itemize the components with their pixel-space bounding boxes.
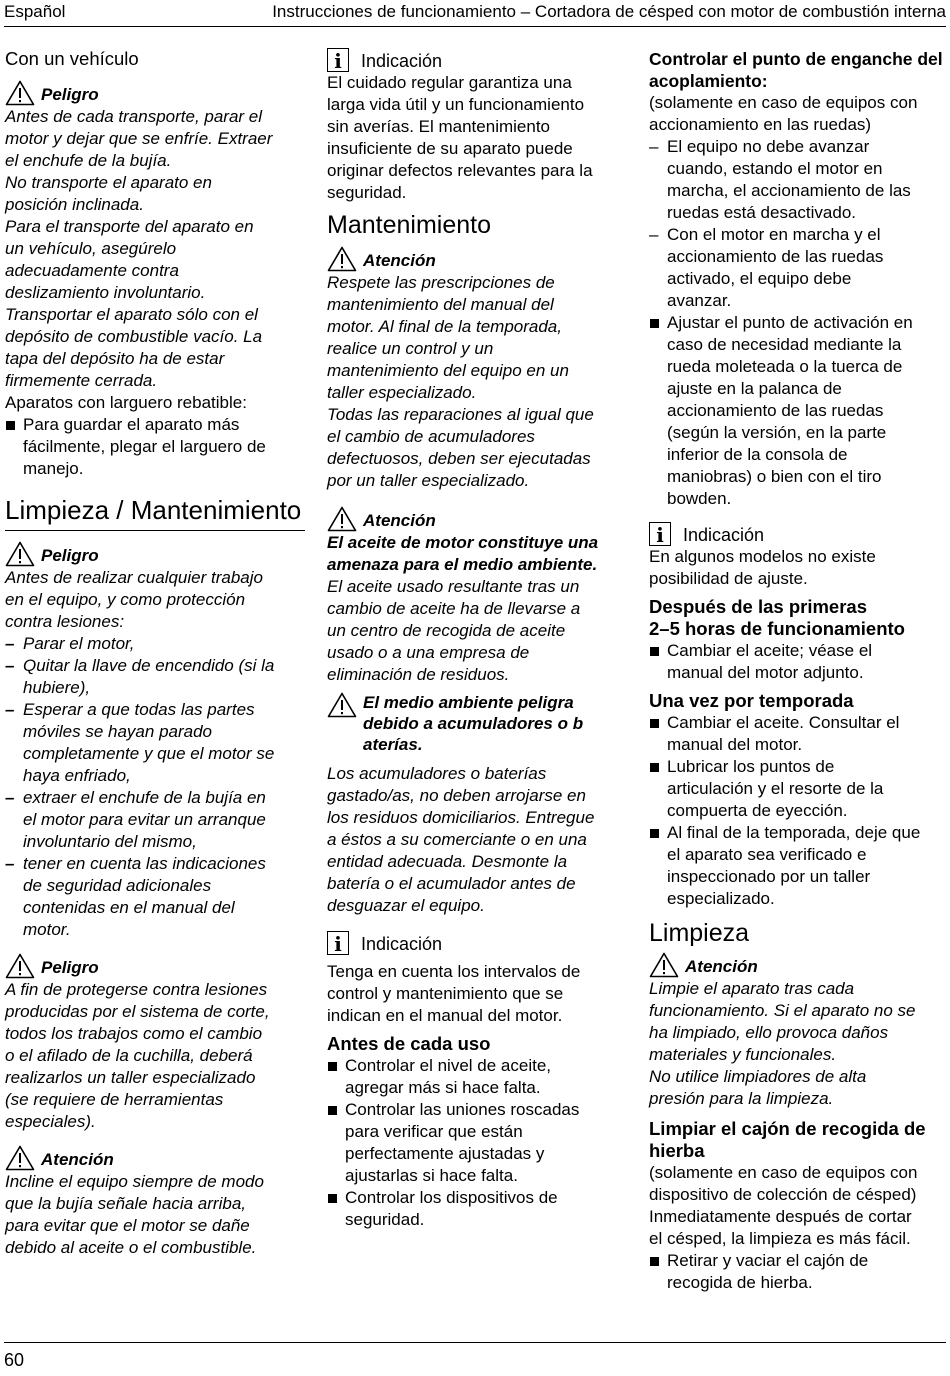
text-line: gastado/as, no deben arrojarse en [327, 786, 586, 805]
text-line: ruedas está desactivado. [667, 203, 857, 222]
warning-peligro-2 [5, 541, 305, 567]
cajon-list [649, 1250, 947, 1294]
text-line: Limpie el aparato tras cada [649, 979, 855, 998]
text-line: agregar más si hace falta. [345, 1078, 541, 1097]
warning-peligro-1 [5, 80, 305, 106]
text-line: ajustarlas si hace falta. [345, 1166, 518, 1185]
text-line: batería o el acumulador antes de [327, 874, 576, 893]
text-line: depósito de combustible vacío. La [5, 327, 263, 346]
text-line: recogida de hierba. [667, 1273, 813, 1292]
warning-label: Peligro [41, 958, 99, 977]
text-line: Inmediatamente después de cortar [649, 1207, 912, 1226]
text-line: caso de necesidad mediante la [667, 335, 902, 354]
text-line: todos los trabajos como el cambio [5, 1024, 263, 1043]
text-line: amenaza para el medio ambiente. [327, 555, 598, 574]
text-line: ha limpiado, ello provoca daños [649, 1023, 889, 1042]
text-line: Antes de cada transporte, parar el [5, 107, 263, 126]
list-item [5, 853, 305, 941]
text-line: Incline el equipo siempre de modo [5, 1172, 264, 1191]
text-line: El aceite de motor constituye una [327, 533, 599, 552]
section-heading-limpieza-mantenimiento: Limpieza / Mantenimiento [5, 494, 305, 531]
text-line: Controlar el nivel de aceite, [345, 1056, 552, 1075]
text-line: Para el transporte del aparato en [5, 217, 254, 236]
text-line: Controlar las uniones roscadas [345, 1100, 580, 1119]
warning-triangle-icon [649, 952, 679, 978]
text-line: El cuidado regular garantiza una [327, 73, 572, 92]
text-line: En algunos modelos no existe [649, 547, 876, 566]
text-line: compuerta de eyección. [667, 801, 848, 820]
text-line: ajuste en la palanca de [667, 379, 842, 398]
text-line: originar defectos relevantes para la [327, 161, 593, 180]
warning-triangle-icon [327, 692, 357, 718]
text-line: Controlar el punto de enganche del [649, 49, 943, 69]
text-line: Después de las primeras [649, 596, 867, 617]
warning-peligro-3 [5, 953, 305, 979]
list-item [327, 1055, 627, 1099]
text-line: (solamente en caso de equipos con [649, 1163, 918, 1182]
text-line: – Esperar a que todas las partes [23, 700, 255, 719]
text-line: control y mantenimiento que se [327, 984, 564, 1003]
atencion-1-text [5, 1171, 305, 1259]
larguero-text: Aparatos con larguero rebatible: [5, 393, 247, 412]
info-icon: i [327, 48, 349, 72]
indicacion-1-text [327, 72, 627, 204]
text-line: inferior de la consola de [667, 445, 848, 464]
larguero-list [5, 414, 305, 480]
text-line: debido a acumuladores o b [363, 714, 584, 733]
text-line: – tener en cuenta las indicaciones [23, 854, 266, 873]
text-line: motor. Al final de la temporada, [327, 317, 562, 336]
enganche-bullet-list [649, 312, 947, 510]
peligro-2-intro [5, 567, 305, 633]
text-line: Al final de la temporada, deje que [667, 823, 921, 842]
text-line: El aceite usado resultante tras un [327, 577, 580, 596]
text-line: Lubricar los puntos de [667, 757, 835, 776]
info-label: Indicación [361, 51, 443, 71]
text-line: presión para la limpieza. [649, 1089, 834, 1108]
text-line: para verificar que están [345, 1122, 523, 1141]
text-line: tapa del depósito ha de estar [5, 349, 225, 368]
text-line: manual del motor adjunto. [667, 663, 864, 682]
text-line: producidas por el sistema de corte, [5, 1002, 270, 1021]
column-1 [5, 48, 305, 1259]
text-line: seguridad. [327, 183, 407, 202]
text-line: Para guardar el aparato más [23, 415, 240, 434]
cajon-text [649, 1162, 947, 1250]
atencion-3-text [327, 532, 627, 686]
list-item [649, 756, 947, 822]
list-item [649, 1250, 947, 1294]
warning-atencion-3 [327, 506, 627, 532]
text-line: aterías. [363, 735, 423, 754]
warning-label: Peligro [41, 85, 99, 104]
text-line: Cambiar el aceite; véase el [667, 641, 873, 660]
text-line: – Con el motor en marcha y el [667, 225, 881, 244]
section-heading-enganche [649, 48, 947, 92]
warning-triangle-icon [5, 1145, 35, 1171]
text-line: o el afilado de la cuchilla, deberá [5, 1046, 253, 1065]
text-line: motor. [23, 920, 71, 939]
text-line: larga vida útil y un funcionamiento [327, 95, 585, 114]
medio-ambiente-text [327, 763, 627, 917]
text-line: involuntario del mismo, [23, 832, 197, 851]
text-line: deslizamiento involuntario. [5, 283, 206, 302]
text-line: hierba [649, 1140, 705, 1161]
warning-label: Atención [685, 957, 758, 976]
warning-label: Atención [41, 1150, 114, 1169]
warning-label: Peligro [41, 546, 99, 565]
text-line: sin averías. El mantenimiento [327, 117, 550, 136]
text-line: hubiere), [23, 678, 91, 697]
text-line: materiales y funcionales. [649, 1045, 837, 1064]
text-line: firmemente cerrada. [5, 371, 158, 390]
list-item [5, 699, 305, 787]
text-line: mantenimiento del equipo en un [327, 361, 569, 380]
header-language: Español [4, 2, 66, 21]
text-line: posición inclinada. [5, 195, 144, 214]
indicacion-3 [649, 522, 947, 546]
warning-triangle-icon [5, 80, 35, 106]
indicacion-2-text [327, 961, 627, 1027]
text-line: defectuosos, deben ser ejecutadas [327, 449, 591, 468]
page-header [4, 0, 946, 27]
text-line: rueda moleteada o la tuerca de [667, 357, 903, 376]
text-line: Limpiar el cajón de recogida de [649, 1118, 926, 1139]
warning-atencion-4 [649, 952, 947, 978]
list-item [649, 312, 947, 510]
warning-atencion-1 [5, 1145, 305, 1171]
text-line: El medio ambiente peligra [363, 693, 574, 712]
text-line: marcha, el accionamiento de las [667, 181, 911, 200]
list-item [649, 136, 947, 224]
text-line: el aparato sea verificado e [667, 845, 867, 864]
atencion-4-text [649, 978, 947, 1110]
warning-triangle-icon [5, 541, 35, 567]
list-item [649, 640, 947, 684]
text-line: cuando, estando el motor en [667, 159, 883, 178]
info-icon: i [327, 931, 349, 955]
text-line: bowden. [667, 489, 732, 508]
section-heading-temporada: Una vez por temporada [649, 690, 854, 711]
temporada-list [649, 712, 947, 910]
text-line: para evitar que el motor se dañe [5, 1216, 250, 1235]
text-line: usado o a una empresa de [327, 643, 530, 662]
text-line: accionamiento de las ruedas [667, 247, 884, 266]
section-heading-limpieza: Limpieza [649, 919, 750, 947]
text-line: contra lesiones: [5, 612, 125, 631]
text-line: (según la versión, en la parte [667, 423, 887, 442]
text-line: Antes de realizar cualquier trabajo [5, 568, 263, 587]
text-line: especializado. [667, 889, 775, 908]
indicacion-1 [327, 48, 627, 72]
text-line: activado, el equipo debe [667, 269, 852, 288]
text-line: adecuadamente contra [5, 261, 179, 280]
text-line: Retirar y vaciar el cajón de [667, 1251, 869, 1270]
text-line: el césped, la limpieza es más fácil. [649, 1229, 911, 1248]
text-line: móviles se hayan parado [23, 722, 213, 741]
text-line: funcionamiento. Si el aparato no se [649, 1001, 916, 1020]
warning-label: Atención [363, 251, 436, 270]
text-line: manejo. [23, 459, 84, 478]
text-line: (solamente en caso de equipos con [649, 93, 918, 112]
list-item [649, 224, 947, 312]
info-label: Indicación [683, 525, 765, 545]
text-line: que la bujía señale hacia arriba, [5, 1194, 246, 1213]
list-item [5, 633, 305, 655]
text-line: – Quitar la llave de encendido (si la [23, 656, 275, 675]
peligro-2-list [5, 633, 305, 941]
list-item [5, 414, 305, 480]
text-line: realizarlos un taller especializado [5, 1068, 256, 1087]
text-line: – El equipo no debe avanzar [667, 137, 870, 156]
text-line: manual del motor. [667, 735, 803, 754]
enganche-intro [649, 92, 947, 136]
warning-atencion-2 [327, 246, 627, 272]
text-line: motor y dejar que se enfríe. Extraer [5, 129, 273, 148]
warning-triangle-icon [5, 953, 35, 979]
despues-list [649, 640, 947, 684]
text-line: el cambio de acumuladores [327, 427, 535, 446]
text-line: – Parar el motor, [23, 634, 135, 653]
list-item [327, 1187, 627, 1231]
page-footer [4, 1342, 946, 1370]
text-line: articulación y el resorte de la [667, 779, 884, 798]
text-line: perfectamente ajustadas y [345, 1144, 545, 1163]
list-item [5, 787, 305, 853]
enganche-dash-list [649, 136, 947, 312]
section-heading-mantenimiento: Mantenimiento [327, 211, 491, 239]
text-line: a éstos a su comerciante o en una [327, 830, 587, 849]
text-line: Controlar los dispositivos de [345, 1188, 558, 1207]
text-line: Ajustar el punto de activación en [667, 313, 913, 332]
column-2 [327, 48, 627, 1231]
indicacion-2 [327, 931, 627, 955]
text-line: A fin de protegerse contra lesiones [5, 980, 268, 999]
text-line: los residuos domiciliarios. Entregue [327, 808, 595, 827]
peligro-1-text [5, 106, 305, 392]
text-line: taller especializado. [327, 383, 477, 402]
warning-triangle-icon [327, 506, 357, 532]
text-line: No utilice limpiadores de alta [649, 1067, 867, 1086]
section-heading-antes-de-cada-uso: Antes de cada uso [327, 1033, 491, 1054]
text-line: accionamiento de las ruedas [667, 401, 884, 420]
list-item [5, 655, 305, 699]
text-line: insuficiente de su aparato puede [327, 139, 573, 158]
warning-triangle-icon [327, 246, 357, 272]
text-line: un centro de recogida de aceite [327, 621, 566, 640]
text-line: mantenimiento del manual del [327, 295, 554, 314]
text-line: en el equipo, y como protección [5, 590, 246, 609]
text-line: especiales). [5, 1112, 96, 1131]
text-line: posibilidad de ajuste. [649, 569, 808, 588]
text-line: seguridad. [345, 1210, 425, 1229]
page-number: 60 [4, 1350, 25, 1370]
column-3 [649, 48, 947, 1294]
list-item [327, 1099, 627, 1187]
warning-medio-ambiente [327, 692, 627, 755]
text-line: avanzar. [667, 291, 732, 310]
text-line: contenidas en el manual del [23, 898, 235, 917]
text-line: realice un control y un [327, 339, 494, 358]
text-line: completamente y que el motor se [23, 744, 275, 763]
text-line: dispositivo de colección de césped) [649, 1185, 917, 1204]
text-line: acoplamiento: [649, 71, 768, 91]
text-line: 2–5 horas de funcionamiento [649, 618, 905, 639]
section-heading-vehiculo: Con un vehículo [5, 48, 139, 69]
text-line: – extraer el enchufe de la bujía en [23, 788, 266, 807]
text-line: de seguridad adicionales [23, 876, 212, 895]
peligro-3-text [5, 979, 305, 1133]
text-line: Cambiar el aceite. Consultar el [667, 713, 900, 732]
indicacion-3-text [649, 546, 947, 590]
section-heading-cajon [649, 1118, 947, 1162]
text-line: entidad adecuada. Desmonte la [327, 852, 568, 871]
text-line: el enchufe de la bujía. [5, 151, 172, 170]
list-item [649, 822, 947, 910]
header-title: Instrucciones de funcionamiento – Cortadora de césped con motor de combustión interna [272, 2, 946, 21]
text-line: Transportar el aparato sólo con el [5, 305, 258, 324]
text-line: eliminación de residuos. [327, 665, 510, 684]
text-line: inspeccionado por un taller [667, 867, 871, 886]
list-item [649, 712, 947, 756]
section-heading-despues [649, 596, 947, 640]
text-line: debido al aceite o el combustible. [5, 1238, 257, 1257]
text-line: el motor para evitar un arranque [23, 810, 266, 829]
text-line: No transporte el aparato en [5, 173, 212, 192]
text-line: accionamiento en las ruedas) [649, 115, 872, 134]
text-line: un vehículo, asegúrelo [5, 239, 177, 258]
atencion-2-text [327, 272, 627, 492]
text-line: (se requiere de herramientas [5, 1090, 224, 1109]
warning-label [363, 692, 583, 755]
info-icon: i [649, 522, 671, 546]
antes-list [327, 1055, 627, 1231]
text-line: desguazar el equipo. [327, 896, 485, 915]
text-line: Respete las prescripciones de [327, 273, 555, 292]
text-line: por un taller especializado. [327, 471, 530, 490]
info-label: Indicación [361, 934, 443, 954]
text-line: Tenga en cuenta los intervalos de [327, 962, 581, 981]
text-line: Los acumuladores o baterías [327, 764, 547, 783]
text-line: fácilmente, plegar el larguero de [23, 437, 266, 456]
warning-label: Atención [363, 511, 436, 530]
text-line: indican en el manual del motor. [327, 1006, 563, 1025]
text-line: maniobras) o bien con el tiro [667, 467, 882, 486]
text-line: cambio de aceite ha de llevarse a [327, 599, 581, 618]
text-line: haya enfriado, [23, 766, 131, 785]
text-line: Todas las reparaciones al igual que [327, 405, 594, 424]
